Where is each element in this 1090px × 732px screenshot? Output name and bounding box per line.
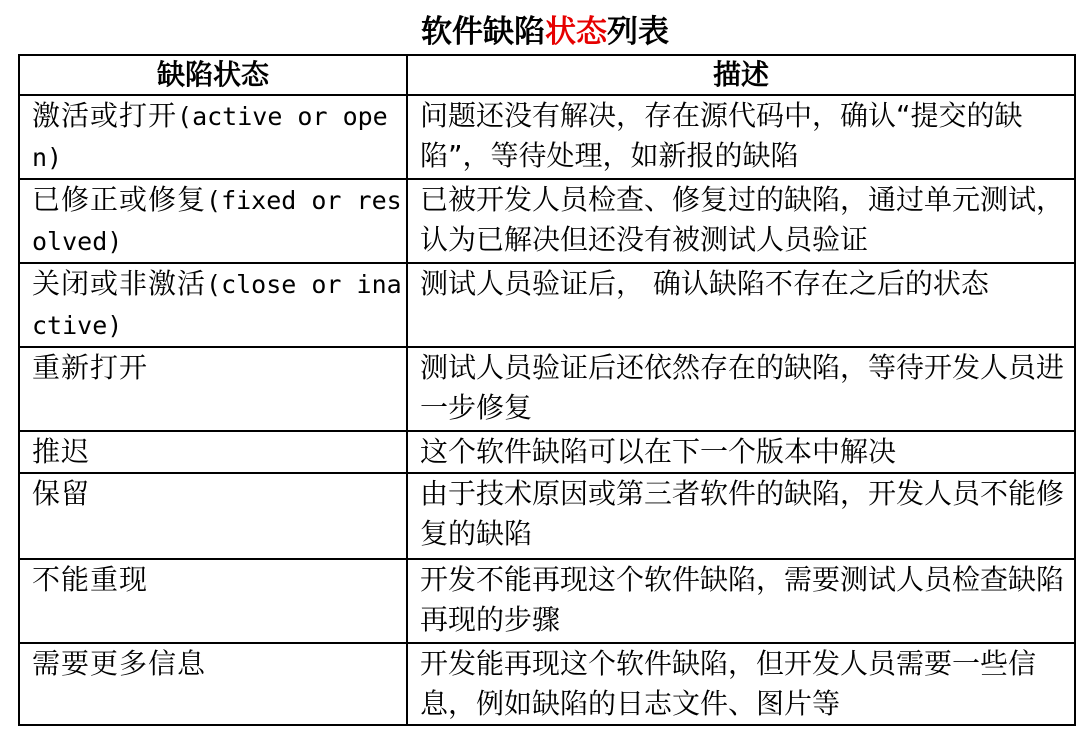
state-cell <box>19 431 407 473</box>
title-suffix: 列表 <box>607 14 669 50</box>
page-title <box>0 12 1090 52</box>
description-cell: 已被开发人员检查、修复过的缺陷，通过单元测试，认为已解决但还没有被测试人员验证 <box>407 179 1075 263</box>
description-cell: 测试人员验证后， 确认缺陷不存在之后的状态 <box>407 263 1075 347</box>
title-prefix: 软件缺陷 <box>421 14 545 50</box>
table-row <box>19 263 1075 347</box>
state-cell <box>19 263 407 347</box>
description-cell: 测试人员验证后还依然存在的缺陷，等待开发人员进一步修复 <box>407 347 1075 431</box>
description-cell: 这个软件缺陷可以在下一个版本中解决 <box>407 431 1075 473</box>
state-cell <box>19 473 407 559</box>
state-name: 保留 <box>32 477 91 510</box>
title-highlight: 状态 <box>545 14 607 50</box>
state-english: (fixed or resolved) <box>32 186 402 256</box>
table-row <box>19 643 1075 725</box>
table-row <box>19 473 1075 559</box>
state-name: 关闭或非激活 <box>32 267 207 300</box>
description-cell: 开发能再现这个软件缺陷，但开发人员需要一些信息，例如缺陷的日志文件、图片等 <box>407 643 1075 725</box>
table-row <box>19 179 1075 263</box>
table-row <box>19 95 1075 179</box>
description-cell: 开发不能再现这个软件缺陷，需要测试人员检查缺陷再现的步骤 <box>407 559 1075 643</box>
table-row <box>19 347 1075 431</box>
table-row <box>19 559 1075 643</box>
defect-status-table <box>18 54 1076 726</box>
description-cell: 问题还没有解决，存在源代码中，确认“提交的缺陷”，等待处理，如新报的缺陷 <box>407 95 1075 179</box>
state-name: 重新打开 <box>32 351 149 384</box>
state-cell <box>19 95 407 179</box>
header-description: 描述 <box>407 55 1075 95</box>
description-cell: 由于技术原因或第三者软件的缺陷，开发人员不能修复的缺陷 <box>407 473 1075 559</box>
state-name: 推迟 <box>32 435 91 468</box>
header-defect-status: 缺陷状态 <box>19 55 407 95</box>
state-name: 需要更多信息 <box>32 647 207 680</box>
state-cell <box>19 559 407 643</box>
state-cell <box>19 179 407 263</box>
state-name: 激活或打开 <box>32 99 178 132</box>
table-header-row <box>19 55 1075 95</box>
state-cell <box>19 347 407 431</box>
state-name: 已修正或修复 <box>32 183 207 216</box>
state-english: (active or open) <box>32 102 388 172</box>
table-row <box>19 431 1075 473</box>
state-name: 不能重现 <box>32 563 149 596</box>
state-cell <box>19 643 407 725</box>
state-english: (close or inactive) <box>32 270 402 340</box>
